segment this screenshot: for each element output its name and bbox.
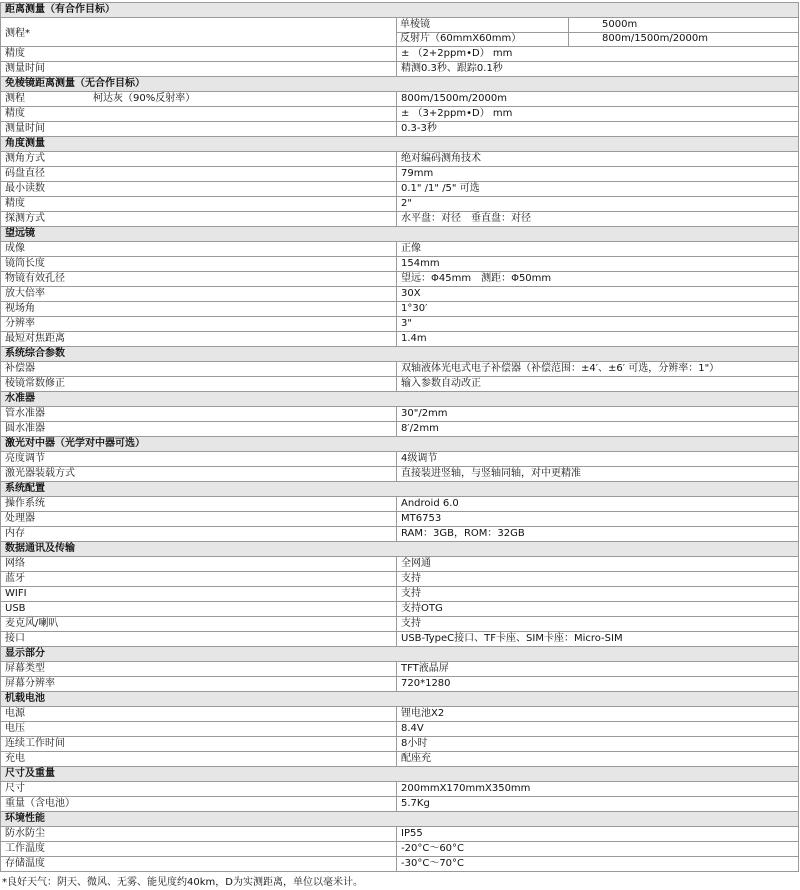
spec-value: 支持OTG bbox=[396, 602, 800, 616]
spec-label: 屏幕类型 bbox=[5, 663, 45, 674]
spec-label: 精度 bbox=[5, 108, 25, 119]
spec-row bbox=[0, 241, 799, 256]
spec-label: 镜筒长度 bbox=[5, 258, 45, 269]
spec-value: 2" bbox=[396, 197, 800, 211]
spec-value: 8小时 bbox=[396, 737, 800, 751]
spec-row bbox=[0, 736, 799, 751]
spec-row bbox=[0, 796, 799, 811]
spec-value: 30X bbox=[396, 287, 800, 301]
spec-row bbox=[0, 751, 799, 766]
spec-label: 电源 bbox=[5, 708, 25, 719]
spec-row bbox=[0, 706, 799, 721]
spec-row bbox=[0, 256, 799, 271]
spec-value: -30°C～70°C bbox=[396, 857, 800, 871]
spec-label: 麦克风/喇叭 bbox=[5, 618, 59, 629]
spec-row bbox=[0, 661, 799, 676]
spec-row bbox=[0, 106, 799, 121]
spec-row bbox=[0, 571, 799, 586]
spec-label: 激光器装载方式 bbox=[5, 468, 75, 479]
spec-value: 全网通 bbox=[396, 557, 800, 571]
range-item-label: 反射片（60mmX60mm） bbox=[400, 33, 522, 44]
spec-value: 正像 bbox=[396, 242, 800, 256]
spec-row bbox=[0, 496, 799, 511]
spec-label: 成像 bbox=[5, 243, 25, 254]
section-title: 尺寸及重量 bbox=[5, 768, 55, 779]
spec-row bbox=[0, 286, 799, 301]
section-title: 数据通讯及传输 bbox=[5, 543, 75, 554]
spec-value: 0.1" /1" /5" 可选 bbox=[396, 182, 800, 196]
spec-value: -20°C～60°C bbox=[396, 842, 800, 856]
spec-value: 720*1280 bbox=[396, 677, 800, 691]
spec-value: 8.4V bbox=[396, 722, 800, 736]
spec-row bbox=[0, 556, 799, 571]
spec-row bbox=[0, 826, 799, 841]
spec-label: 测量时间 bbox=[5, 63, 45, 74]
section-header bbox=[0, 766, 799, 781]
spec-value: 1.4m bbox=[396, 332, 800, 346]
spec-label: 精度 bbox=[5, 48, 25, 59]
spec-label: 测程 bbox=[5, 93, 25, 104]
range-item-label: 单棱镜 bbox=[400, 19, 430, 30]
spec-value: MT6753 bbox=[396, 512, 800, 526]
section-header bbox=[0, 691, 799, 706]
spec-label: 圆水准器 bbox=[5, 423, 45, 434]
section-header bbox=[0, 391, 799, 406]
section-title: 免棱镜距离测量（无合作目标） bbox=[5, 78, 145, 89]
spec-value: 0.3-3秒 bbox=[396, 122, 800, 136]
section-title: 显示部分 bbox=[5, 648, 45, 659]
spec-value: 直接装进竖轴，与竖轴同轴，对中更精准 bbox=[396, 467, 800, 481]
spec-row bbox=[0, 601, 799, 616]
spec-row bbox=[0, 211, 799, 226]
spec-row bbox=[0, 181, 799, 196]
spec-row bbox=[0, 406, 799, 421]
spec-value: 双轴液体光电式电子补偿器（补偿范围：±4′、±6′ 可选，分辨率：1"） bbox=[396, 362, 800, 376]
section-title: 系统综合参数 bbox=[5, 348, 65, 359]
spec-row bbox=[0, 781, 799, 796]
spec-value: IP55 bbox=[396, 827, 800, 841]
spec-label: 重量（含电池） bbox=[5, 798, 75, 809]
spec-value: 154mm bbox=[396, 257, 800, 271]
spec-value: 3" bbox=[396, 317, 800, 331]
spec-value: 水平盘：对径 垂直盘：对径 bbox=[396, 212, 800, 226]
spec-label: 码盘直径 bbox=[5, 168, 45, 179]
spec-row bbox=[0, 721, 799, 736]
spec-label: 探测方式 bbox=[5, 213, 45, 224]
spec-value: 锂电池X2 bbox=[396, 707, 800, 721]
spec-value: 79mm bbox=[396, 167, 800, 181]
spec-row bbox=[0, 586, 799, 601]
spec-sublabel: 柯达灰（90%反射率） bbox=[93, 93, 196, 104]
spec-value: 800m/1500m/2000m bbox=[396, 92, 800, 106]
spec-row bbox=[0, 856, 799, 871]
spec-value: USB-TypeC接口、TF卡座、SIM卡座：Micro-SIM bbox=[396, 632, 800, 646]
spec-value: 200mmX170mmX350mm bbox=[396, 782, 800, 796]
spec-row bbox=[0, 316, 799, 331]
spec-row bbox=[0, 511, 799, 526]
spec-row bbox=[0, 301, 799, 316]
spec-value: 支持 bbox=[396, 617, 800, 631]
spec-label: 最小读数 bbox=[5, 183, 45, 194]
spec-value: 支持 bbox=[396, 572, 800, 586]
spec-row bbox=[0, 676, 799, 691]
section-header bbox=[0, 811, 799, 826]
spec-row bbox=[0, 61, 799, 76]
spec-label: 棱镜常数修正 bbox=[5, 378, 65, 389]
spec-row bbox=[0, 166, 799, 181]
section-header bbox=[0, 76, 799, 91]
range-label: 测程* bbox=[5, 28, 30, 39]
spec-value: 4级调节 bbox=[396, 452, 800, 466]
spec-value: ± （2+2ppm•D） mm bbox=[396, 47, 800, 61]
spec-label: 处理器 bbox=[5, 513, 35, 524]
spec-value: 望远：Φ45mm 测距：Φ50mm bbox=[396, 272, 800, 286]
range-item-value: 800m/1500m/2000m bbox=[602, 33, 708, 44]
spec-row bbox=[0, 196, 799, 211]
footnote: *良好天气：阴天、微风、无雾、能见度约40km，D为实测距离，单位以毫米计。 bbox=[2, 877, 363, 888]
section-title: 水准器 bbox=[5, 393, 35, 404]
spec-label: 管水准器 bbox=[5, 408, 45, 419]
spec-label: 连续工作时间 bbox=[5, 738, 65, 749]
spec-value: 支持 bbox=[396, 587, 800, 601]
section-header bbox=[0, 136, 799, 151]
spec-row bbox=[0, 466, 799, 481]
section-title: 机载电池 bbox=[5, 693, 45, 704]
spec-row bbox=[0, 526, 799, 541]
section-header bbox=[0, 541, 799, 556]
spec-value: 1°30′ bbox=[396, 302, 800, 316]
section-title: 角度测量 bbox=[5, 138, 45, 149]
section-title: 系统配置 bbox=[5, 483, 45, 494]
spec-label: 最短对焦距离 bbox=[5, 333, 65, 344]
spec-label: 放大倍率 bbox=[5, 288, 45, 299]
spec-label: 补偿器 bbox=[5, 363, 35, 374]
spec-row bbox=[0, 151, 799, 166]
spec-label: 精度 bbox=[5, 198, 25, 209]
spec-value: RAM：3GB，ROM：32GB bbox=[396, 527, 800, 541]
spec-label: USB bbox=[5, 603, 26, 614]
spec-label: 分辨率 bbox=[5, 318, 35, 329]
section-header bbox=[0, 481, 799, 496]
spec-row bbox=[0, 271, 799, 286]
spec-label: 蓝牙 bbox=[5, 573, 25, 584]
spec-label: 测角方式 bbox=[5, 153, 45, 164]
range-row bbox=[0, 17, 799, 46]
spec-label: 测量时间 bbox=[5, 123, 45, 134]
spec-value: 8′/2mm bbox=[396, 422, 800, 436]
spec-label: 内存 bbox=[5, 528, 25, 539]
spec-label: 亮度调节 bbox=[5, 453, 45, 464]
spec-label: 屏幕分辨率 bbox=[5, 678, 55, 689]
spec-row bbox=[0, 361, 799, 376]
spec-label: 充电 bbox=[5, 753, 25, 764]
spec-value: Android 6.0 bbox=[396, 497, 800, 511]
spec-row bbox=[0, 616, 799, 631]
spec-label: 网络 bbox=[5, 558, 25, 569]
section-header bbox=[0, 436, 799, 451]
spec-value: 配座充 bbox=[396, 752, 800, 766]
section-title: 距离测量（有合作目标） bbox=[5, 4, 115, 15]
section-header bbox=[0, 646, 799, 661]
spec-row bbox=[0, 91, 799, 106]
spec-row bbox=[0, 631, 799, 646]
section-header bbox=[0, 2, 799, 17]
spec-label: 尺寸 bbox=[5, 783, 25, 794]
section-title: 环境性能 bbox=[5, 813, 45, 824]
spec-row bbox=[0, 421, 799, 436]
spec-value: 精测0.3秒、跟踪0.1秒 bbox=[396, 62, 800, 76]
spec-label: 防水防尘 bbox=[5, 828, 45, 839]
section-header bbox=[0, 346, 799, 361]
spec-label: 物镜有效孔径 bbox=[5, 273, 65, 284]
spec-value: 绝对编码测角技术 bbox=[396, 152, 800, 166]
range-item-value: 5000m bbox=[602, 19, 638, 30]
spec-label: 工作温度 bbox=[5, 843, 45, 854]
spec-row bbox=[0, 376, 799, 391]
section-header bbox=[0, 226, 799, 241]
spec-label: 电压 bbox=[5, 723, 25, 734]
spec-row bbox=[0, 46, 799, 61]
spec-row bbox=[0, 331, 799, 346]
spec-value: TFT液晶屏 bbox=[396, 662, 800, 676]
spec-label: 存储温度 bbox=[5, 858, 45, 869]
spec-row bbox=[0, 841, 799, 856]
spec-row bbox=[0, 121, 799, 136]
spec-value: 30"/2mm bbox=[396, 407, 800, 421]
spec-value: ± （3+2ppm•D） mm bbox=[396, 107, 800, 121]
spec-label: 操作系统 bbox=[5, 498, 45, 509]
spec-row bbox=[0, 451, 799, 466]
section-title: 望远镜 bbox=[5, 228, 35, 239]
table-bottom-border bbox=[0, 871, 799, 872]
spec-value: 5.7Kg bbox=[396, 797, 800, 811]
spec-value: 输入参数自动改正 bbox=[396, 377, 800, 391]
section-title: 激光对中器（光学对中器可选） bbox=[5, 438, 145, 449]
spec-label: 接口 bbox=[5, 633, 25, 644]
spec-label: WIFI bbox=[5, 588, 27, 599]
spec-label: 视场角 bbox=[5, 303, 35, 314]
